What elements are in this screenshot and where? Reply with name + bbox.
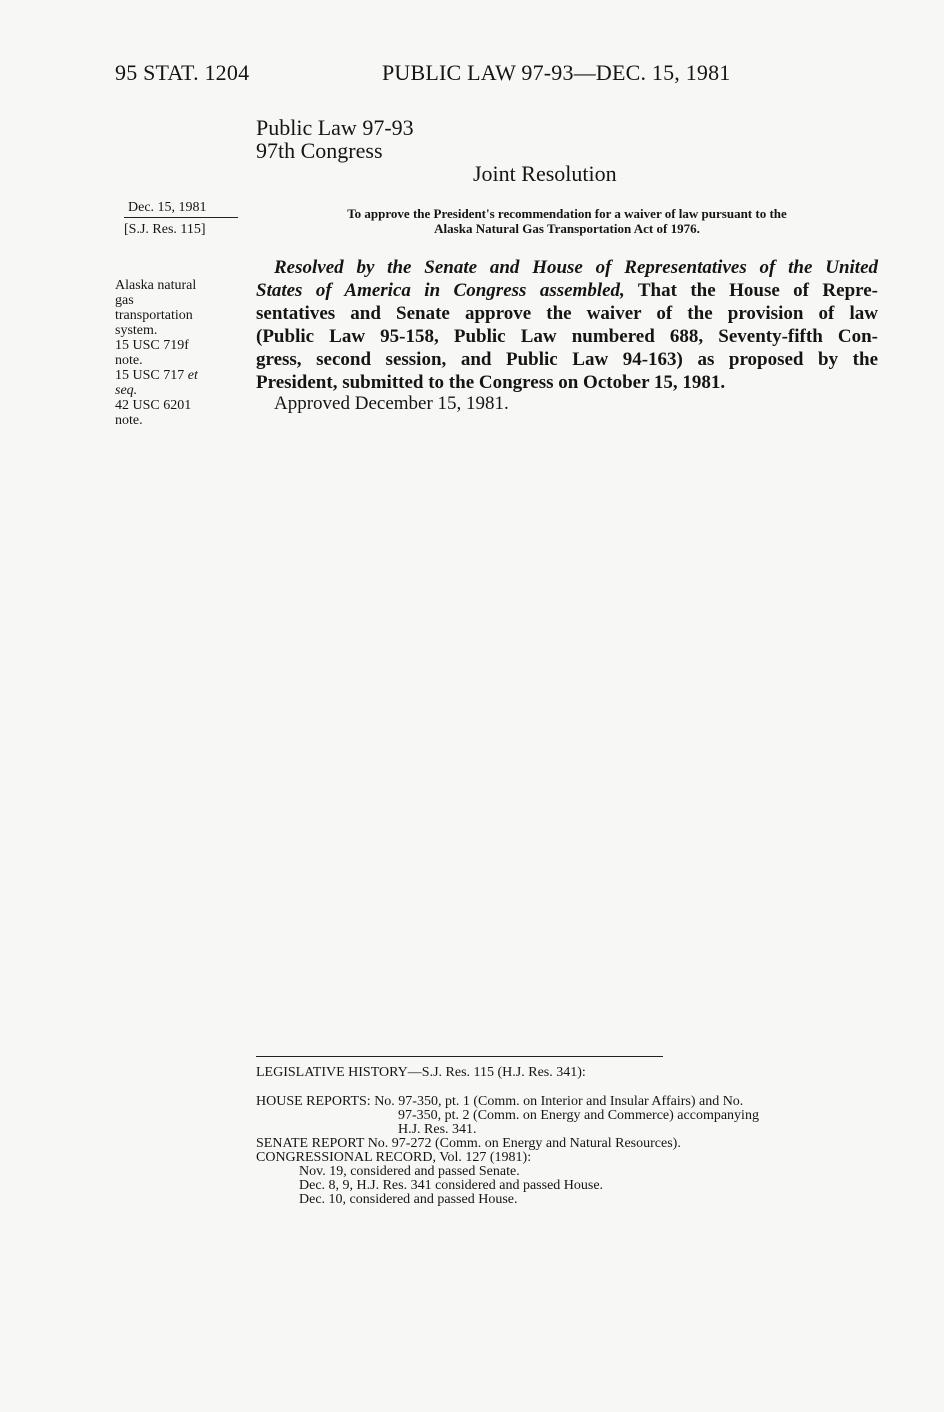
enacting-clause-end: States of America in Congress assembled, bbox=[256, 280, 625, 301]
margin-notes bbox=[115, 278, 245, 428]
margin-note-line: transportation bbox=[115, 308, 193, 323]
purpose-line: To approve the President's recommendation for a waiver of law pursuant to the bbox=[347, 206, 787, 221]
resolution-line: gress, second session, and Public Law 94-163) as proposed by the bbox=[256, 349, 878, 370]
resolution-line: (Public Law 95-158, Public Law numbered 688, Seventy-fifth Con- bbox=[256, 326, 878, 347]
stat-reference: 95 STAT. 1204 bbox=[115, 60, 250, 85]
resolution-line: That the House of Repre- bbox=[637, 280, 878, 301]
senate-report: SENATE REPORT No. 97-272 (Comm. on Energy and Natural Resources). bbox=[256, 1136, 681, 1151]
law-number: Public Law 97-93 bbox=[256, 115, 414, 140]
house-reports-line: H.J. Res. 341. bbox=[398, 1122, 477, 1137]
legislative-history bbox=[256, 1095, 881, 1207]
running-header: PUBLIC LAW 97-93—DEC. 15, 1981 bbox=[382, 60, 731, 85]
document-type: Joint Resolution bbox=[473, 161, 617, 186]
resolving-line-2 bbox=[256, 279, 878, 302]
margin-bill-number: [S.J. Res. 115] bbox=[124, 222, 206, 237]
resolution-line: sentatives and Senate approve the waiver of the provision of law bbox=[256, 303, 878, 324]
purpose-line: Alaska Natural Gas Transportation Act of 1976. bbox=[434, 221, 700, 236]
approval-date: Approved December 15, 1981. bbox=[274, 393, 509, 414]
record-item: Dec. 10, considered and passed House. bbox=[299, 1192, 518, 1207]
purpose-clause bbox=[256, 206, 878, 236]
margin-note-line bbox=[115, 368, 245, 383]
margin-note-line: note. bbox=[115, 353, 143, 368]
margin-note-line: 42 USC 6201 bbox=[115, 398, 192, 413]
resolving-line-1 bbox=[256, 256, 878, 279]
house-reports-line: 97-350, pt. 2 (Comm. on Energy and Commerce) accompanying bbox=[398, 1108, 759, 1123]
usc-citation: 15 USC 717 bbox=[115, 368, 188, 383]
margin-divider bbox=[124, 217, 238, 218]
house-reports-label: HOUSE REPORTS: bbox=[256, 1094, 375, 1109]
house-reports-text: No. 97-350, pt. 1 (Comm. on Interior and Insular Affairs) and No. bbox=[374, 1094, 744, 1109]
margin-note-line: note. bbox=[115, 413, 143, 428]
margin-note-line: gas bbox=[115, 293, 134, 308]
congressional-record: CONGRESSIONAL RECORD, Vol. 127 (1981): bbox=[256, 1150, 532, 1165]
et-italic: et bbox=[187, 368, 198, 383]
history-rule bbox=[256, 1056, 663, 1057]
resolution-line: President, submitted to the Congress on October 15, 1981. bbox=[256, 372, 726, 393]
margin-note-line: Alaska natural bbox=[115, 278, 197, 293]
resolution-text bbox=[256, 256, 878, 394]
margin-note-line: seq. bbox=[115, 383, 138, 398]
margin-date: Dec. 15, 1981 bbox=[128, 200, 207, 215]
margin-note-line: 15 USC 719f bbox=[115, 338, 189, 353]
congress-number: 97th Congress bbox=[256, 138, 383, 163]
margin-note-line: system. bbox=[115, 323, 158, 338]
enacting-clause: Resolved by the Senate and House of Representatives of the United bbox=[274, 257, 878, 278]
house-reports-line bbox=[256, 1095, 881, 1109]
record-item: Dec. 8, 9, H.J. Res. 341 considered and passed House. bbox=[299, 1178, 604, 1193]
history-heading: LEGISLATIVE HISTORY—S.J. Res. 115 (H.J. Res. 341): bbox=[256, 1065, 586, 1080]
record-item: Nov. 19, considered and passed Senate. bbox=[299, 1164, 520, 1179]
